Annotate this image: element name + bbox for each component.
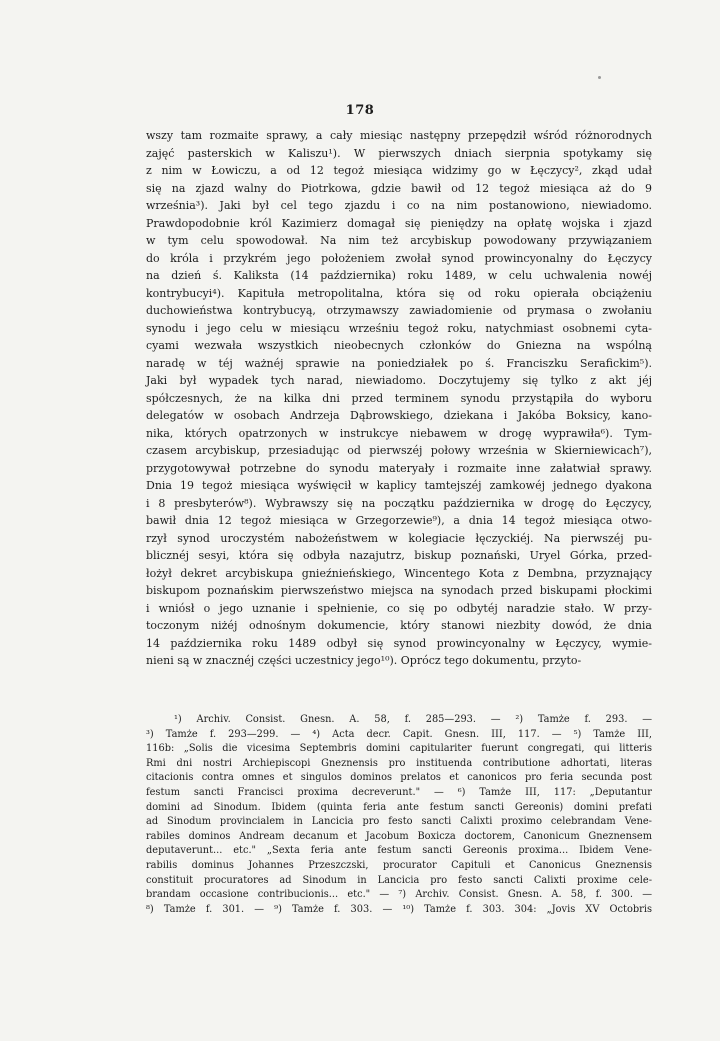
text-line: Dnia 19 tegoż miesiąca wyświęcił w kaplicy tamtejszéj zamkowéj jednego dyakona (146, 479, 652, 492)
text-line: łożył dekret arcybiskupa gnieźnieńskiego, Wincentego Kota z Dembna, przyznający (146, 566, 652, 580)
text-line: cyami wezwała wszystkich nieobecnych członków do Gniezna na wspólną (146, 339, 652, 352)
text-line: naradę w téj ważnéj sprawie na poniedziałek po ś. Franciszku Serafickim⁵). (146, 356, 652, 370)
main-text-block (146, 127, 652, 670)
text-line: nieni są w znacznéj części uczestnicy jego¹⁰). Oprócz tego dokumentu, przyto- (146, 654, 582, 667)
footnote-line: rabiles dominos Andream decanum et Jacobum Boxicza doctorem, Canonicum Gneznensem (146, 830, 652, 842)
footnote-line: festum sancti Francisci proxima decreverunt." — ⁶) Tamże III, 117: „Deputantur (146, 786, 652, 798)
text-line: i 8 presbyterów⁸). Wybrawszy się na początku października w drogę do Łęczycy, (146, 496, 652, 510)
text-line: kontrybucyi⁴). Kapituła metropolitalna, która się od roku opierała obciążeniu (146, 286, 652, 300)
text-line: biskupom poznańskim pierwszeństwo miejsca na synodach przed biskupami płockimi (146, 584, 652, 597)
text-line: spółczesnych, że na kilka dni przed terminem synodu przystąpiła do wyboru (146, 391, 652, 405)
footnote-line: ¹) Archiv. Consist. Gnesn. A. 58, f. 285—293. — ²) Tamże f. 293. — (174, 714, 652, 725)
text-line: września³). Jaki był cel tego zjazdu i co na nim postanowiono, niewiadomo. (146, 199, 652, 212)
text-line: zajęć pasterskich w Kaliszu¹). W pierwszych dniach sierpnia spotykamy się (146, 146, 652, 160)
text-line: nika, których opatrzonych w instrukcye niebawem w drogę wyprawiła⁶). Tym- (146, 426, 652, 440)
footnote-line: ³) Tamże f. 293—299. — ⁴) Acta decr. Capit. Gnesn. III, 117. — ⁵) Tamże III, (146, 728, 652, 740)
footnote-line: 116b: „Solis die vicesima Septembris domini capitulariter fuerunt congregati, qui litteris (146, 743, 652, 755)
text-line: 14 października roku 1489 odbył się synod prowincyonalny w Łęczycy, wymie- (146, 636, 652, 650)
footnote-line: domini ad Sinodum. Ibidem (quinta feria ante festum sancti Gereonis) domini prefati (146, 801, 652, 813)
text-line: toczonym niżéj odnośnym dokumencie, który stanowi niezbity dowód, że dnia (146, 619, 652, 632)
footnote-line: citacionis contra omnes et singulos dominos prelatos et canonicos pro feria secunda post (146, 772, 652, 784)
text-line: do króla i przykrém jego położeniem zwołał synod prowincyonalny do Łęczycy (146, 251, 652, 265)
text-line: synodu i jego celu w miesiącu wrześniu tegoż roku, natychmiast osobnemi cyta- (146, 321, 652, 335)
footnote-line: ⁸) Tamże f. 301. — ⁹) Tamże f. 303. — ¹⁰) Tamże f. 303. 304: „Jovis XV Octobris (146, 903, 652, 915)
page-number: 178 (345, 103, 375, 118)
text-line: na dzień ś. Kaliksta (14 października) roku 1489, w celu uchwalenia nowéj (146, 269, 652, 282)
footnotes-block (146, 713, 652, 917)
footnote-line: ad Sinodum provincialem in Lancicia pro festo sancti Calixti proximo celebrandam Vene- (146, 816, 652, 828)
text-line: Jaki był wypadek tych narad, niewiadomo. Doczytujemy się tylko z akt jéj (146, 374, 652, 387)
text-line: w tym celu spowodował. Na nim też arcybiskup powodowany przywiązaniem (146, 234, 652, 247)
text-line: się na zjazd walny do Piotrkowa, gdzie bawił od 12 tegoż miesiąca aż do 9 (146, 181, 652, 195)
footnote-line: rabilis dominus Johannes Przeszczski, procurator Capituli et Canonicus Gneznensis (146, 859, 652, 871)
text-line: rzył synod uroczystém nabożeństwem w kolegiacie łęczyckiéj. Na pierwszéj pu- (146, 531, 652, 545)
text-line: bawił dnia 12 tegoż miesiąca w Grzegorzewie⁹), a dnia 14 tegoż miesiąca otwo- (146, 514, 652, 527)
text-line: duchowieństwa kontrybucyą, otrzymawszy zawiadomienie od prymasa o zwołaniu (146, 304, 652, 317)
text-line: przygotowywał potrzebne do synodu materyały i rozmaite inne załatwiał sprawy. (146, 461, 652, 475)
footnote-line: deputaverunt... etc." „Sexta feria ante festum sancti Gereonis proxima... Ibidem Vene- (146, 845, 652, 857)
text-line: wszy tam rozmaite sprawy, a cały miesiąc następny przepędził wśród różnorodnych (146, 129, 652, 142)
text-line: z nim w Łowiczu, a od 12 tegoż miesiąca widzimy go w Łęczycy², zkąd udał (146, 164, 652, 177)
text-line: Prawdopodobnie król Kazimierz domagał się pieniędzy na opłatę wojska i zjazd (146, 216, 652, 230)
page-speck (598, 76, 601, 79)
text-line: delegatów w osobach Andrzeja Dąbrowskiego, dziekana i Jakóba Boksicy, kano- (146, 409, 652, 422)
footnote-line: brandam occasione contribucionis... etc." — ⁷) Archiv. Consist. Gnesn. A. 58, f. 300. — (146, 889, 652, 901)
footnote-line: constituit procuratores ad Sinodum in Lancicia pro festo sancti Calixti proxime cele- (146, 874, 652, 886)
text-line: czasem arcybiskup, przesiadując od pierwszéj połowy września w Skierniewicach⁷), (146, 444, 652, 457)
footnote-line: Rmi dni nostri Archiepiscopi Gneznensis pro instituenda contributione adhortati, literas (146, 757, 652, 769)
text-line: i wniósł o jego uznanie i spełnienie, co się po odbytéj naradzie stało. W przy- (146, 601, 652, 615)
text-line: blicznéj sesyi, która się odbyła nazajutrz, biskup poznański, Uryel Górka, przed- (146, 549, 652, 562)
